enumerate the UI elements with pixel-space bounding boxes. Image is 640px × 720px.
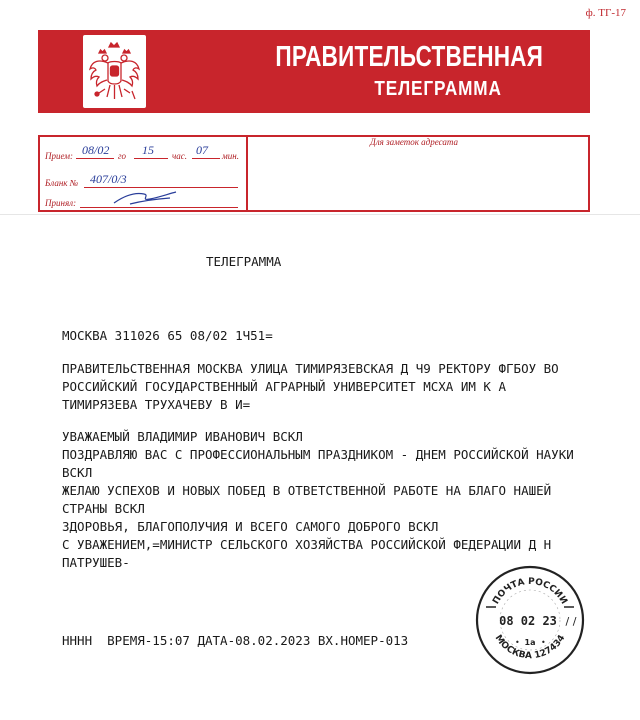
banner-title: ПРАВИТЕЛЬСТВЕННАЯ [275,41,544,73]
address-line: РОССИЙСКИЙ ГОСУДАРСТВЕННЫЙ АГРАРНЫЙ УНИВЕРСИТЕТ МСХА ИМ К А [62,379,507,394]
form-line [192,158,220,159]
minute-value: 07 [196,143,208,157]
address-line: ПРАВИТЕЛЬСТВЕННАЯ МОСКВА УЛИЦА ТИМИРЯЗЕВСКАЯ Д Ч9 РЕКТОРУ ФГБОУ ВО [62,361,559,376]
russian-coat-of-arms-icon [87,39,142,104]
emblem-box [83,35,146,108]
postmark-mark: / / [565,615,577,628]
postmark-stamp [472,562,588,678]
hour-label: час. [172,151,188,161]
year-label: го [118,151,127,161]
received-date-value: 08/02 [82,143,110,157]
postmark-branch: 1а [524,638,536,647]
body-line: ЖЕЛАЮ УСПЕХОВ И НОВЫХ ПОБЕД В ОТВЕТСТВЕННОЙ РАБОТЕ НА БЛАГО НАШЕЙ [62,483,552,498]
form-code: ф. ТГ-17 [585,7,626,19]
postmark-date: 08 02 23 [499,614,557,628]
blank-number-value: 407/0/3 [90,172,127,186]
svg-text:•: • [541,638,546,647]
form-divider [246,137,248,210]
body-line: ВСКЛ [62,465,93,480]
form-line [134,158,168,159]
service-line: МОСКВА 311026 65 08/02 1Ч51= [62,328,273,343]
form-line [76,158,114,159]
body-line: С УВАЖЕНИЕМ,=МИНИСТР СЕЛЬСКОГО ХОЗЯЙСТВА РОССИЙСКОЙ ФЕДЕРАЦИИ Д Н [62,537,552,552]
banner-subtitle: ТЕЛЕГРАММА [374,78,502,100]
notes-label: Для заметок адресата [370,137,458,147]
telegram-heading: ТЕЛЕГРАММА [206,254,282,269]
svg-text:•: • [515,638,520,647]
body-line: ПАТРУШЕВ- [62,555,130,570]
operator-signature-icon [110,186,180,208]
address-line: ТИМИРЯЗЕВА ТРУХАЧЕВУ В И= [62,397,251,412]
postmark-bottom-text: МОСКВА 127434 [492,633,568,662]
body-line: УВАЖАЕМЫЙ ВЛАДИМИР ИВАНОВИЧ ВСКЛ [62,429,303,444]
footer-line: НННН ВРЕМЯ-15:07 ДАТА-08.02.2023 ВХ.НОМЕР-013 [62,633,409,648]
hour-value: 15 [142,143,154,157]
accepted-label: Принял: [45,198,77,208]
postmark-top-text: ПОЧТА РОССИИ [491,576,569,607]
received-label: Прием: [45,151,74,161]
header-banner [38,30,590,113]
body-line: ЗДОРОВЬЯ, БЛАГОПОЛУЧИЯ И ВСЕГО САМОГО ДОБРОГО ВСКЛ [62,519,439,534]
body-line: ПОЗДРАВЛЯЮ ВАС С ПРОФЕССИОНАЛЬНЫМ ПРАЗДНИКОМ - ДНЕМ РОССИЙСКОЙ НАУКИ [62,447,574,462]
page-edge [0,214,640,215]
body-line: СТРАНЫ ВСКЛ [62,501,145,516]
blank-label: Бланк № [45,178,79,188]
minute-label: мин. [222,151,239,161]
